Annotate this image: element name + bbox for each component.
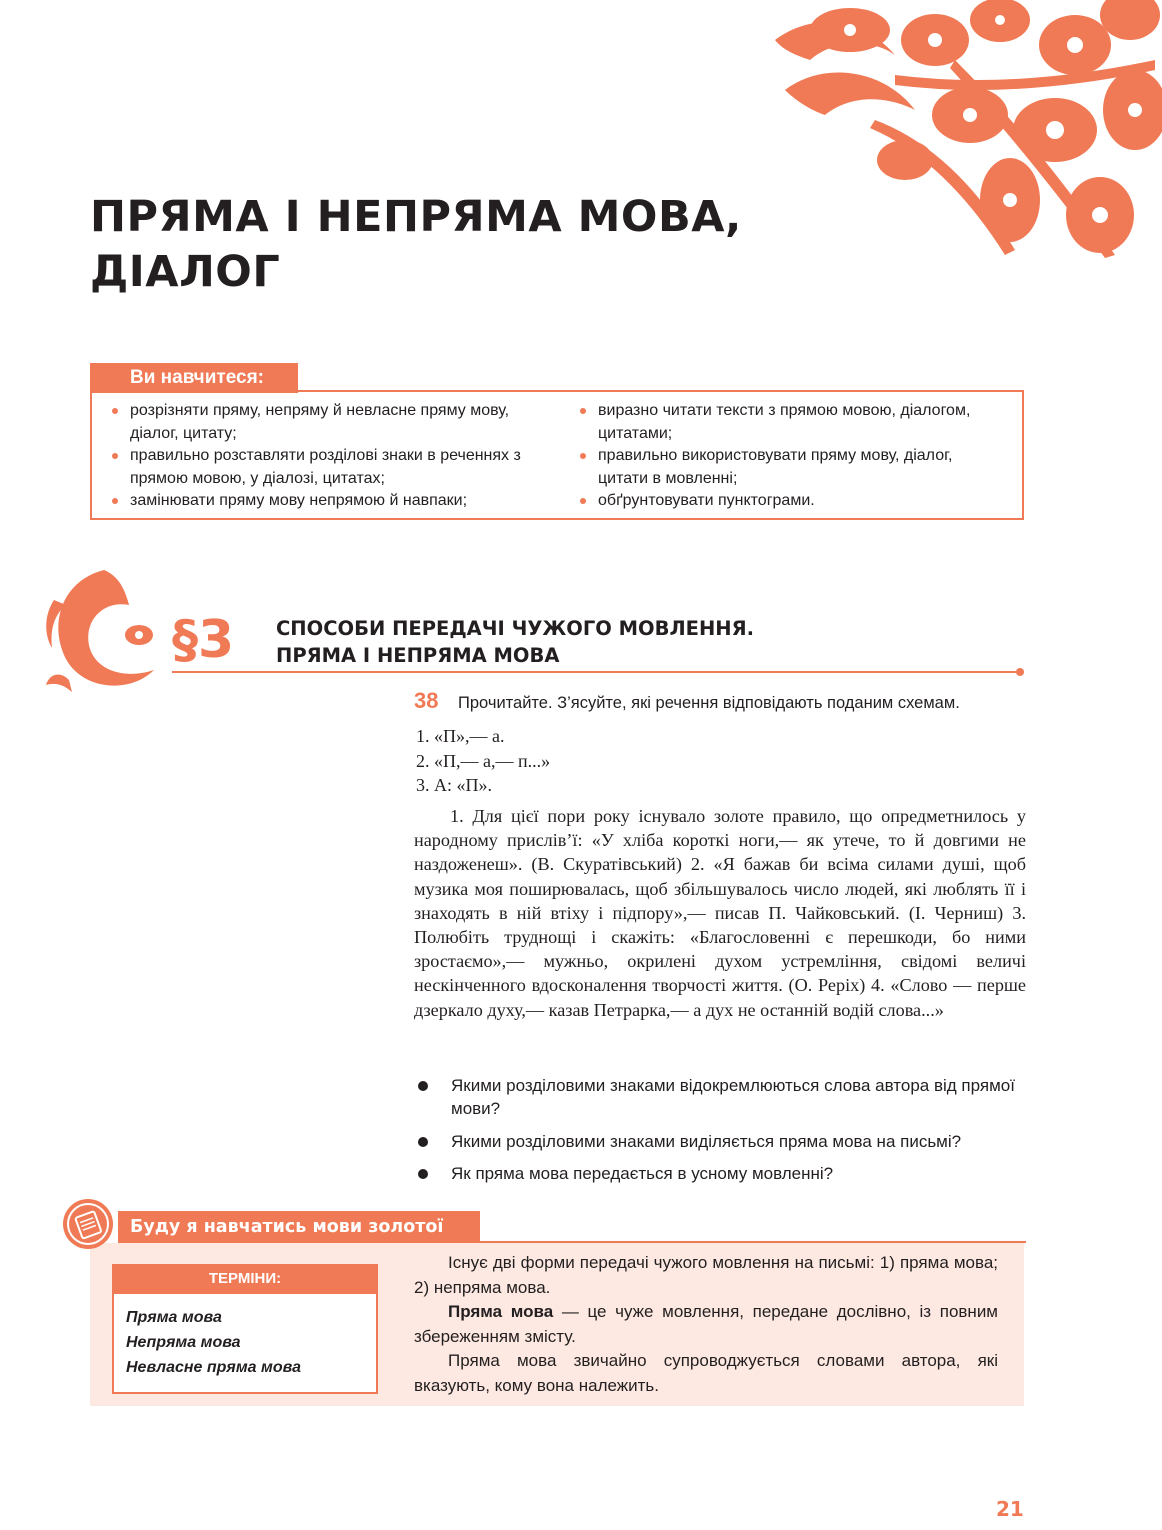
outcome-item: обґрунтовувати пунктограми.	[576, 490, 996, 513]
question-item	[418, 1074, 1028, 1120]
theory-paragraph: Пряма мова звичайно супроводжується словами автора, які вказують, кому вона належить.	[414, 1351, 998, 1395]
section-divider-dot	[1016, 668, 1024, 676]
outcome-item: розрізняти пряму, непряму й невласне пряму мову, діалог, цитату;	[108, 400, 548, 445]
scheme-item: 2. «П,— а,— п...»	[416, 751, 551, 771]
bullet-icon	[418, 1169, 428, 1179]
learning-outcomes-column-1	[108, 400, 548, 513]
term-item: Невласне пряма мова	[126, 1359, 301, 1376]
theory-banner: Буду я навчатись мови золотої	[118, 1211, 480, 1243]
scheme-item: 3. А: «П».	[416, 775, 492, 795]
outcome-item: виразно читати тексти з прямою мовою, діалогом, цитатами;	[576, 400, 996, 445]
term-item: Непряма мова	[126, 1334, 241, 1351]
question-text: Як пряма мова передається в усному мовленні?	[451, 1164, 834, 1183]
theory-definition: — це чуже мовлення, передане дослівно, із повним збереженням змісту.	[414, 1302, 998, 1346]
exercise-task: Прочитайте. З’ясуйте, які речення відповідають поданим схемам.	[458, 694, 960, 712]
term-item: Пряма мова	[126, 1309, 222, 1326]
exercise-number: 38	[414, 688, 439, 713]
chapter-title	[90, 190, 790, 300]
question-text: Якими розділовими знаками виділяється пряма мова на письмі?	[451, 1132, 962, 1151]
chapter-title-line2: ДІАЛОГ	[90, 247, 281, 297]
terms-title: ТЕРМІНИ:	[112, 1264, 378, 1294]
section-title	[276, 615, 876, 669]
exercise-text: 1. Для цієї пори року існувало золоте правило, що опредметнилось у народному прислів’ї: «У хліба короткі ноги,— як утече, то й довгими не наздоженеш». (В. Скуратівський) 2. «Я бажав би всіма силами душі, щоб музика моя поширювалась, щоб збільшувалось число людей, які люблять її і знаходять в ній втіху і підпору»,— писав П. Чайковський. (І. Черниш) 3. Полюбіть труднощі і скажіть: «Благословенні є перешкоди, бо ними зростаємо»,— мужньо, окрилені духом устремління, свідомі величі нескінченного вдосконалення творчості життя. (О. Реріх) 4. «Слово — перше дзеркало духу,— казав Петрарка,— а дух не останній водій слова...»	[414, 806, 1026, 1020]
question-text: Якими розділовими знаками відокремлюються слова автора від прямої мови?	[451, 1076, 1015, 1118]
section-ornament-icon	[44, 560, 164, 700]
section-divider	[172, 671, 1018, 673]
bullet-icon	[418, 1081, 428, 1091]
section-title-line2: ПРЯМА І НЕПРЯМА МОВА	[276, 644, 560, 667]
theory-term-bold: Пряма мова	[448, 1302, 554, 1321]
outcome-item: правильно розставляти розділові знаки в реченнях з прямою мовою, у діалозі, цитатах;	[108, 445, 548, 490]
learning-outcomes-column-2	[576, 400, 996, 513]
bullet-icon	[418, 1137, 428, 1147]
theory-paragraph: Існує дві форми передачі чужого мовлення на письмі: 1) пряма мова; 2) непряма мова.	[414, 1253, 998, 1297]
outcome-item: правильно використовувати пряму мову, діалог, цитати в мовленні;	[576, 445, 996, 490]
theory-paragraph	[414, 1300, 998, 1349]
page-number: 21	[996, 1497, 1024, 1521]
book-icon	[62, 1198, 114, 1250]
question-item	[418, 1130, 1028, 1153]
chapter-title-line1: ПРЯМА І НЕПРЯМА МОВА,	[90, 192, 742, 242]
theory-text	[414, 1251, 998, 1398]
question-item	[418, 1162, 1028, 1185]
floral-ornament-icon	[755, 0, 1162, 260]
section-title-line1: СПОСОБИ ПЕРЕДАЧІ ЧУЖОГО МОВЛЕННЯ.	[276, 617, 755, 640]
scheme-item: 1. «П»,— а.	[416, 726, 505, 746]
learning-outcomes-tab: Ви навчитеся:	[90, 363, 298, 393]
section-number: §3	[172, 610, 235, 670]
outcome-item: замінювати пряму мову непрямою й навпаки;	[108, 490, 548, 513]
theory-banner-line	[478, 1241, 1026, 1243]
